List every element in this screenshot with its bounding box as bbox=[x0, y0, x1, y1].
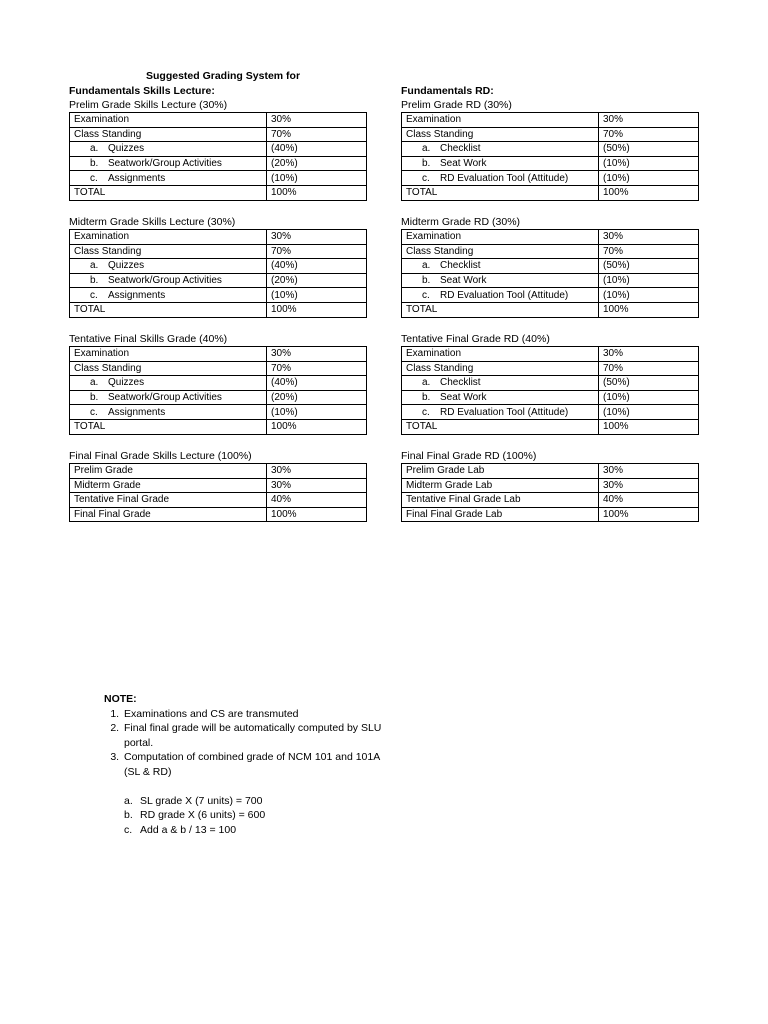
item-marker: a. bbox=[422, 260, 431, 272]
item-marker: b. bbox=[90, 158, 99, 170]
row-label: Midterm Grade Lab bbox=[402, 478, 599, 493]
item-name: Seat Work bbox=[440, 275, 487, 287]
table-row bbox=[70, 478, 367, 493]
row-value: (40%) bbox=[267, 259, 367, 274]
row-value: (10%) bbox=[599, 405, 699, 420]
row-value: 100% bbox=[599, 507, 699, 522]
row-value: (40%) bbox=[267, 142, 367, 157]
table-row bbox=[402, 405, 699, 420]
item-name: Seat Work bbox=[440, 158, 487, 170]
section-label: Midterm Grade RD (30%) bbox=[401, 216, 521, 228]
item-marker: c. bbox=[90, 172, 98, 184]
item-marker: b. bbox=[422, 158, 431, 170]
computation-text: RD grade X (6 units) = 600 bbox=[140, 809, 266, 822]
row-label bbox=[70, 405, 267, 420]
row-label bbox=[70, 156, 267, 171]
note-item: 3. Computation of combined grade of NCM 101 and 101A (SL & RD) bbox=[122, 750, 384, 779]
row-label: Prelim Grade bbox=[70, 464, 267, 479]
row-value: (20%) bbox=[267, 273, 367, 288]
table-row bbox=[402, 244, 699, 259]
grade-table bbox=[69, 346, 367, 435]
table-row bbox=[402, 493, 699, 508]
item-name: Assignments bbox=[108, 406, 166, 418]
item-marker: a. bbox=[422, 377, 431, 389]
row-value: 100% bbox=[267, 302, 367, 317]
row-value: 30% bbox=[599, 230, 699, 245]
row-label: Class Standing bbox=[70, 127, 267, 142]
table-row bbox=[70, 113, 367, 128]
computation-item bbox=[124, 794, 384, 809]
section-label: Tentative Final Skills Grade (40%) bbox=[69, 333, 228, 345]
item-name: Quizzes bbox=[108, 143, 145, 155]
row-value: 100% bbox=[599, 419, 699, 434]
grade-table bbox=[69, 229, 367, 318]
row-label bbox=[402, 288, 599, 303]
row-value: (10%) bbox=[599, 156, 699, 171]
note-block bbox=[104, 692, 384, 837]
table-row bbox=[402, 507, 699, 522]
item-name: RD Evaluation Tool (Attitude) bbox=[440, 406, 569, 418]
row-value: 70% bbox=[267, 127, 367, 142]
row-label: Class Standing bbox=[70, 361, 267, 376]
item-marker: c. bbox=[90, 289, 98, 301]
row-label: Final Final Grade Lab bbox=[402, 507, 599, 522]
section-label: Final Final Grade Skills Lecture (100%) bbox=[69, 450, 252, 462]
grade-table bbox=[69, 112, 367, 201]
row-label bbox=[402, 376, 599, 391]
row-label: Class Standing bbox=[70, 244, 267, 259]
item-marker: c. bbox=[422, 289, 430, 301]
row-label bbox=[402, 171, 599, 186]
row-value: 30% bbox=[599, 478, 699, 493]
item-marker: c. bbox=[422, 172, 430, 184]
item-marker: b. bbox=[90, 392, 99, 404]
table-row bbox=[70, 244, 367, 259]
row-value: 100% bbox=[267, 185, 367, 200]
row-value: 30% bbox=[267, 347, 367, 362]
row-value: (50%) bbox=[599, 376, 699, 391]
row-value: 70% bbox=[267, 244, 367, 259]
row-label: Final Final Grade bbox=[70, 507, 267, 522]
table-row bbox=[70, 419, 367, 434]
document-title: Suggested Grading System for bbox=[146, 70, 301, 82]
note-item: 2. Final final grade will be automatically computed by SLU portal. bbox=[122, 721, 384, 750]
row-label: TOTAL bbox=[70, 419, 267, 434]
table-row bbox=[70, 171, 367, 186]
computation-text: SL grade X (7 units) = 700 bbox=[140, 794, 263, 807]
row-value: 40% bbox=[267, 493, 367, 508]
grade-table bbox=[401, 229, 699, 318]
row-label: TOTAL bbox=[402, 302, 599, 317]
row-value: 30% bbox=[267, 230, 367, 245]
row-label bbox=[70, 390, 267, 405]
item-name: RD Evaluation Tool (Attitude) bbox=[440, 172, 569, 184]
table-row bbox=[70, 127, 367, 142]
item-name: Seatwork/Group Activities bbox=[108, 275, 222, 287]
table-row bbox=[402, 361, 699, 376]
table-row bbox=[402, 230, 699, 245]
row-label: TOTAL bbox=[402, 419, 599, 434]
item-marker: b. bbox=[90, 275, 99, 287]
item-marker: a. bbox=[90, 143, 99, 155]
table-row bbox=[402, 185, 699, 200]
table-row bbox=[70, 507, 367, 522]
item-name: Checklist bbox=[440, 143, 481, 155]
row-value: 30% bbox=[599, 347, 699, 362]
table-row bbox=[70, 390, 367, 405]
table-row bbox=[402, 419, 699, 434]
grade-table bbox=[69, 463, 367, 522]
row-value: 30% bbox=[599, 464, 699, 479]
row-label: Midterm Grade bbox=[70, 478, 267, 493]
row-label bbox=[402, 390, 599, 405]
table-row bbox=[402, 390, 699, 405]
table-row bbox=[70, 464, 367, 479]
computation-list bbox=[104, 794, 384, 838]
row-label bbox=[70, 376, 267, 391]
row-label: Examination bbox=[70, 230, 267, 245]
left-column-heading: Fundamentals Skills Lecture: bbox=[69, 85, 215, 97]
section-label: Midterm Grade Skills Lecture (30%) bbox=[69, 216, 236, 228]
computation-item bbox=[124, 823, 384, 838]
item-name: Checklist bbox=[440, 260, 481, 272]
row-value: 100% bbox=[267, 419, 367, 434]
row-label: Class Standing bbox=[402, 244, 599, 259]
row-value: (10%) bbox=[599, 390, 699, 405]
row-value: 100% bbox=[267, 507, 367, 522]
row-value: 70% bbox=[599, 361, 699, 376]
row-value: (10%) bbox=[599, 171, 699, 186]
row-label bbox=[70, 273, 267, 288]
row-value: (50%) bbox=[599, 259, 699, 274]
row-label: Tentative Final Grade bbox=[70, 493, 267, 508]
row-value: 30% bbox=[267, 113, 367, 128]
row-label: Tentative Final Grade Lab bbox=[402, 493, 599, 508]
row-value: 30% bbox=[267, 464, 367, 479]
item-marker: b. bbox=[422, 392, 431, 404]
row-value: (10%) bbox=[267, 405, 367, 420]
row-label bbox=[402, 273, 599, 288]
row-value: 40% bbox=[599, 493, 699, 508]
row-label: Examination bbox=[70, 347, 267, 362]
table-row bbox=[70, 302, 367, 317]
row-value: (50%) bbox=[599, 142, 699, 157]
grade-table bbox=[401, 463, 699, 522]
item-marker: b. bbox=[422, 275, 431, 287]
table-row bbox=[402, 113, 699, 128]
table-row bbox=[70, 288, 367, 303]
item-name: Seat Work bbox=[440, 392, 487, 404]
row-value: 70% bbox=[599, 244, 699, 259]
grade-table bbox=[401, 112, 699, 201]
table-row bbox=[402, 142, 699, 157]
item-marker: c. bbox=[422, 406, 430, 418]
row-value: (20%) bbox=[267, 390, 367, 405]
item-marker: c. bbox=[90, 406, 98, 418]
item-name: Seatwork/Group Activities bbox=[108, 392, 222, 404]
row-value: 30% bbox=[267, 478, 367, 493]
note-title: NOTE: bbox=[104, 693, 137, 705]
item-marker: a. bbox=[90, 260, 99, 272]
row-label: Class Standing bbox=[402, 127, 599, 142]
item-marker: a. bbox=[90, 377, 99, 389]
row-label: TOTAL bbox=[70, 185, 267, 200]
computation-item bbox=[124, 808, 384, 823]
table-row bbox=[70, 347, 367, 362]
table-row bbox=[70, 273, 367, 288]
section-label: Tentative Final Grade RD (40%) bbox=[401, 333, 550, 345]
table-row bbox=[402, 288, 699, 303]
row-value: (10%) bbox=[599, 273, 699, 288]
table-row bbox=[402, 273, 699, 288]
row-label: Examination bbox=[402, 347, 599, 362]
table-row bbox=[70, 376, 367, 391]
item-name: Assignments bbox=[108, 289, 166, 301]
computation-text: Add a & b / 13 = 100 bbox=[140, 823, 237, 836]
row-value: (20%) bbox=[267, 156, 367, 171]
row-value: (10%) bbox=[599, 288, 699, 303]
item-marker: a. bbox=[124, 794, 133, 807]
item-name: RD Evaluation Tool (Attitude) bbox=[440, 289, 569, 301]
table-row bbox=[402, 302, 699, 317]
table-row bbox=[402, 171, 699, 186]
table-row bbox=[70, 142, 367, 157]
row-value: (40%) bbox=[267, 376, 367, 391]
right-column-heading: Fundamentals RD: bbox=[401, 85, 494, 97]
table-row bbox=[70, 185, 367, 200]
table-row bbox=[402, 376, 699, 391]
row-label: TOTAL bbox=[402, 185, 599, 200]
row-value: 100% bbox=[599, 185, 699, 200]
table-row bbox=[70, 230, 367, 245]
table-row bbox=[70, 361, 367, 376]
row-label bbox=[70, 259, 267, 274]
row-label: Examination bbox=[70, 113, 267, 128]
row-label: Examination bbox=[402, 113, 599, 128]
item-marker: c. bbox=[124, 823, 133, 836]
note-item: 1. Examinations and CS are transmuted bbox=[122, 707, 384, 722]
row-value: 70% bbox=[599, 127, 699, 142]
row-label bbox=[402, 142, 599, 157]
row-label bbox=[402, 156, 599, 171]
table-row bbox=[402, 259, 699, 274]
item-name: Quizzes bbox=[108, 260, 145, 272]
section-label: Prelim Grade Skills Lecture (30%) bbox=[69, 99, 228, 111]
row-value: 30% bbox=[599, 113, 699, 128]
row-label bbox=[402, 405, 599, 420]
row-label bbox=[70, 171, 267, 186]
item-name: Quizzes bbox=[108, 377, 145, 389]
section-label: Prelim Grade RD (30%) bbox=[401, 99, 512, 111]
table-row bbox=[70, 156, 367, 171]
row-label bbox=[402, 259, 599, 274]
item-name: Seatwork/Group Activities bbox=[108, 158, 222, 170]
table-row bbox=[402, 478, 699, 493]
row-value: (10%) bbox=[267, 171, 367, 186]
row-value: 70% bbox=[267, 361, 367, 376]
row-label bbox=[70, 288, 267, 303]
table-row bbox=[70, 405, 367, 420]
item-marker: a. bbox=[422, 143, 431, 155]
grade-table bbox=[401, 346, 699, 435]
table-row bbox=[402, 156, 699, 171]
row-label: TOTAL bbox=[70, 302, 267, 317]
item-marker: b. bbox=[124, 809, 133, 822]
table-row bbox=[70, 493, 367, 508]
item-name: Assignments bbox=[108, 172, 166, 184]
table-row bbox=[70, 259, 367, 274]
row-label: Prelim Grade Lab bbox=[402, 464, 599, 479]
row-value: 100% bbox=[599, 302, 699, 317]
note-list bbox=[104, 707, 384, 780]
section-label: Final Final Grade RD (100%) bbox=[401, 450, 537, 462]
table-row bbox=[402, 464, 699, 479]
row-value: (10%) bbox=[267, 288, 367, 303]
row-label: Class Standing bbox=[402, 361, 599, 376]
row-label: Examination bbox=[402, 230, 599, 245]
item-name: Checklist bbox=[440, 377, 481, 389]
table-row bbox=[402, 127, 699, 142]
table-row bbox=[402, 347, 699, 362]
row-label bbox=[70, 142, 267, 157]
